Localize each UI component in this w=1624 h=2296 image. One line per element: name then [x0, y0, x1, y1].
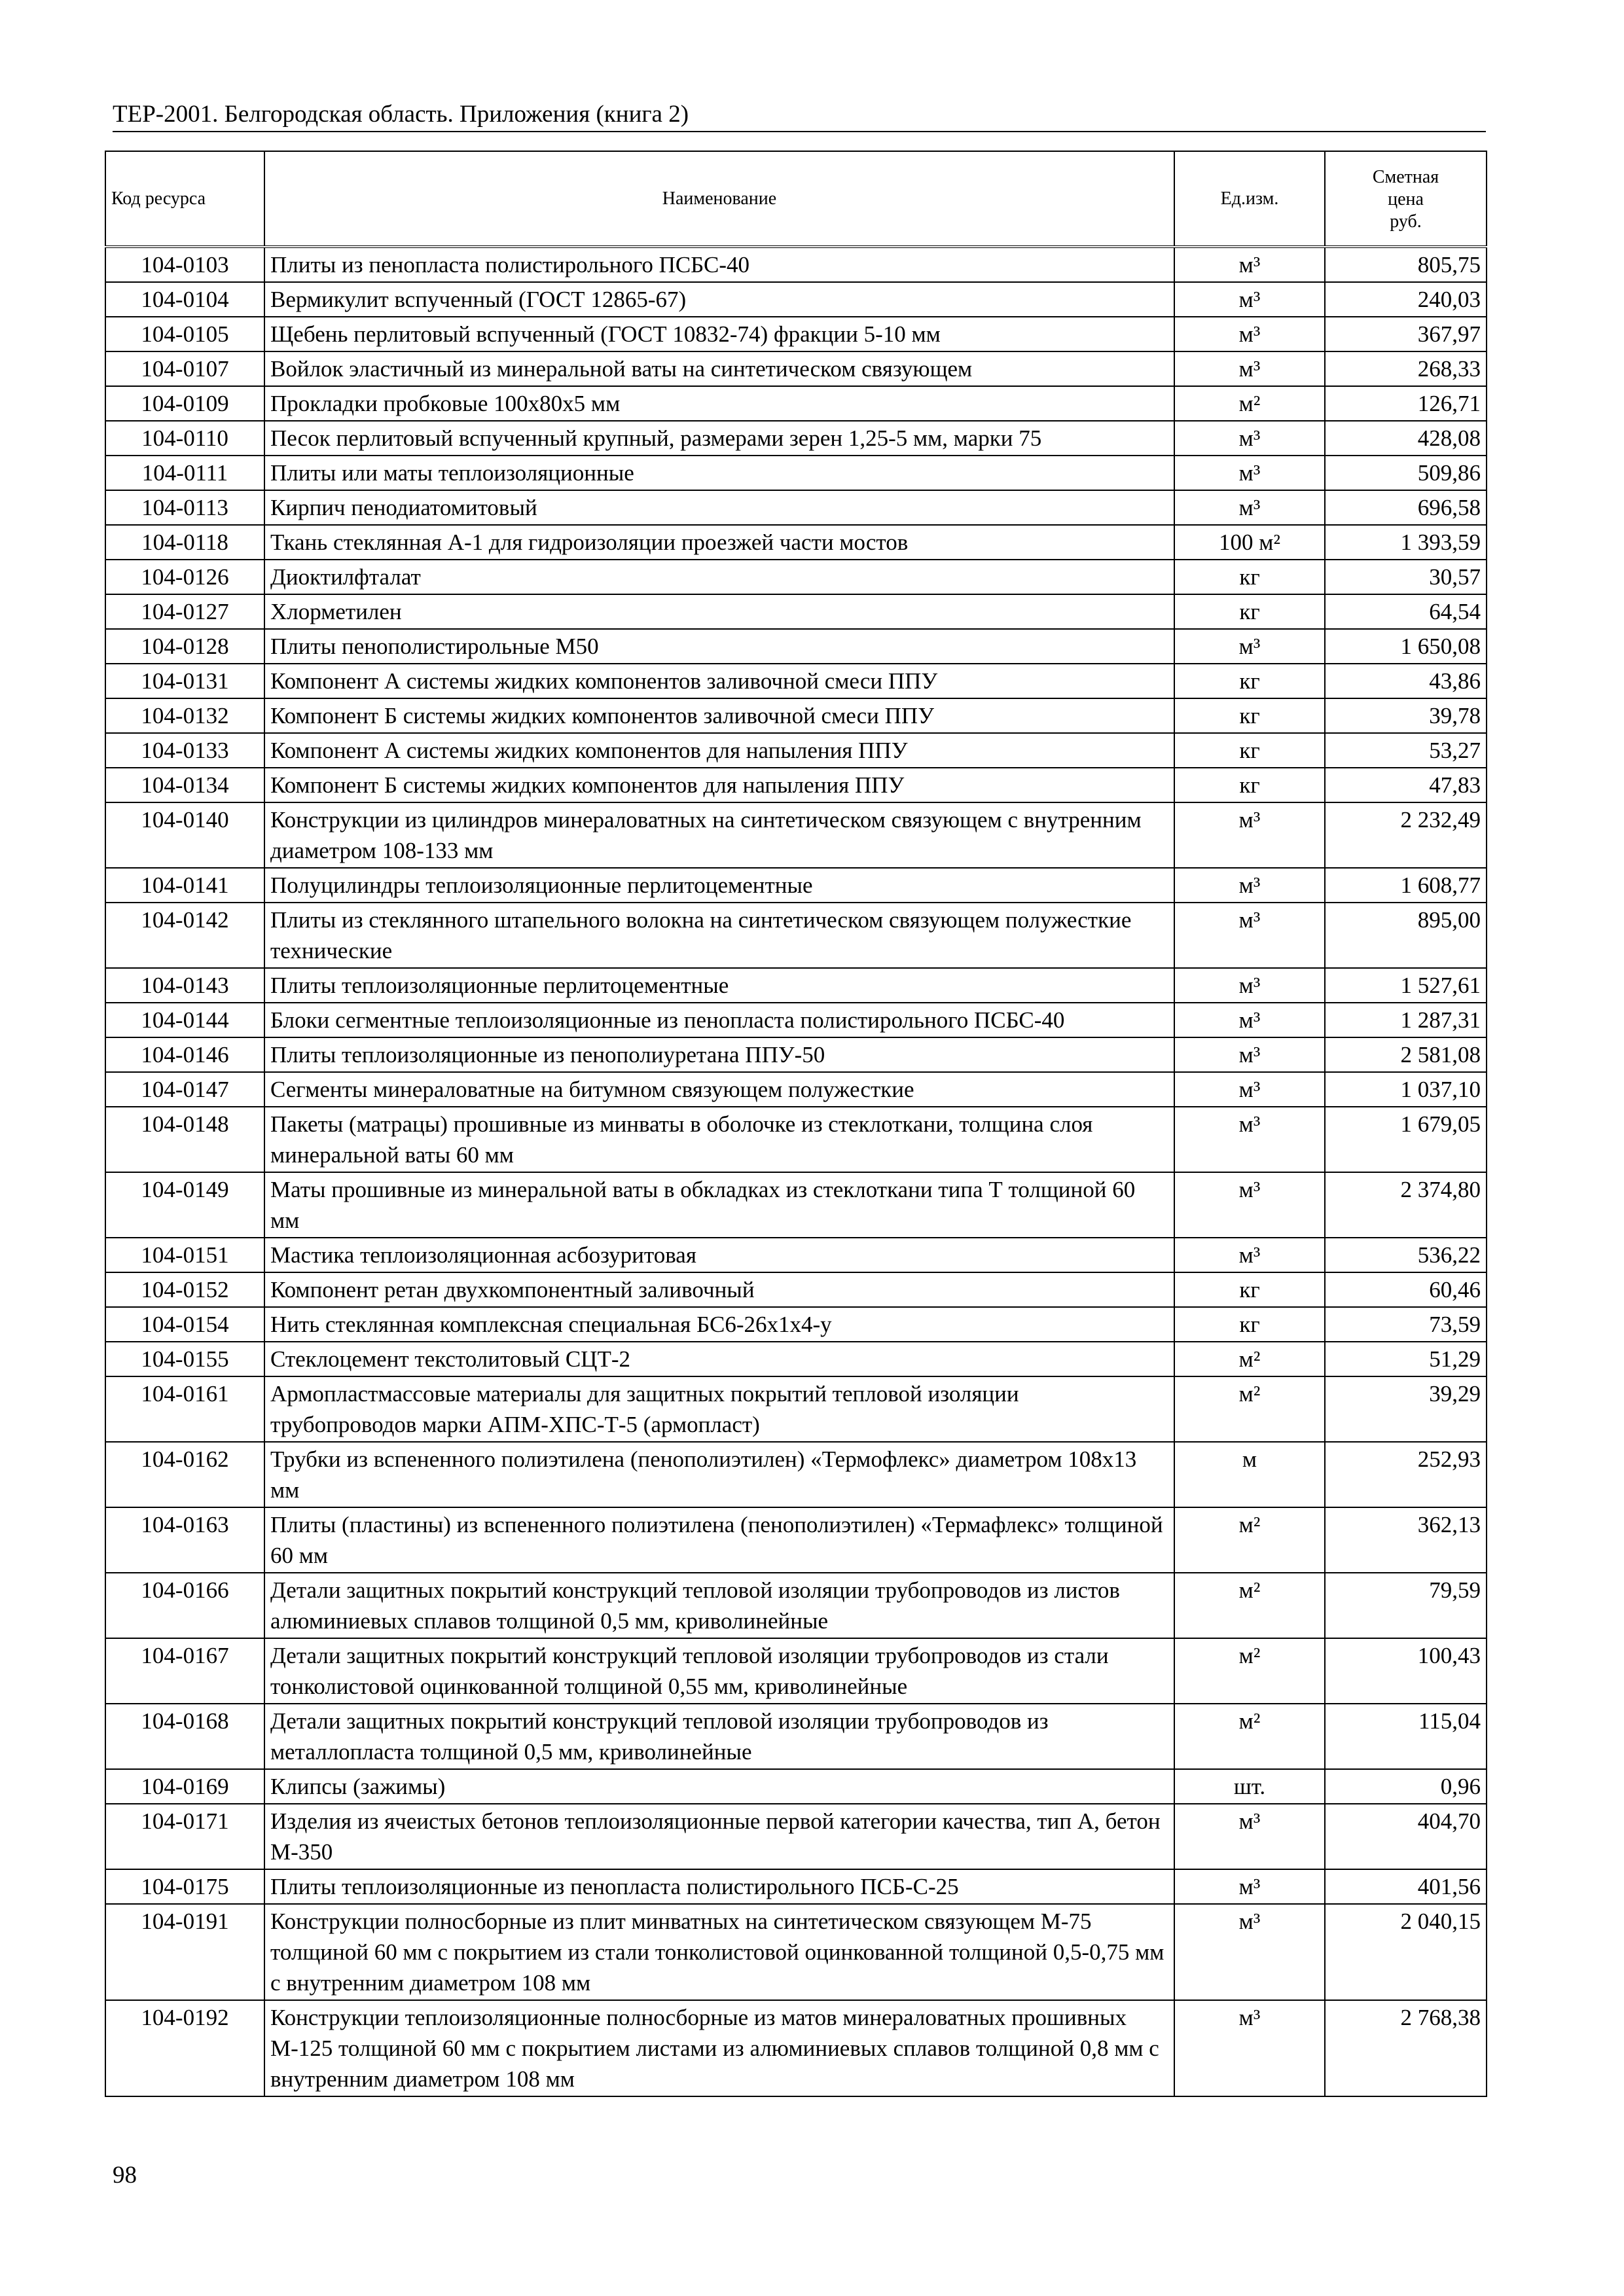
resource-name-cell: Нить стеклянная комплексная специальная БС6-26х1х4-у	[264, 1307, 1174, 1342]
resource-code-cell: 104-0152	[105, 1272, 264, 1307]
resource-name-cell: Компонент А системы жидких компонентов для напыления ППУ	[264, 733, 1174, 768]
unit-cell: м³	[1174, 1904, 1325, 2000]
resource-code-cell: 104-0142	[105, 903, 264, 968]
price-cell: 126,71	[1325, 386, 1487, 421]
resource-name-cell: Плиты (пластины) из вспененного полиэтилена (пенополиэтилен) «Термафлекс» толщиной 60 мм	[264, 1507, 1174, 1573]
price-cell: 43,86	[1325, 664, 1487, 698]
price-table	[105, 151, 1487, 2097]
resource-name-cell: Мастика теплоизоляционная асбозуритовая	[264, 1238, 1174, 1272]
column-header-code: Код ресурса	[105, 151, 264, 247]
resource-code-cell: 104-0118	[105, 525, 264, 560]
resource-name-cell: Компонент А системы жидких компонентов заливочной смеси ППУ	[264, 664, 1174, 698]
unit-cell: м²	[1174, 1342, 1325, 1376]
table-row	[105, 1704, 1487, 1769]
price-cell: 252,93	[1325, 1442, 1487, 1507]
resource-code-cell: 104-0126	[105, 560, 264, 594]
table-row	[105, 1107, 1487, 1172]
unit-cell: кг	[1174, 768, 1325, 802]
resource-name-cell: Армопластмассовые материалы для защитных покрытий тепловой изоляции трубопроводов марки АПМ-ХПС-Т-5 (армопласт)	[264, 1376, 1174, 1442]
price-cell: 268,33	[1325, 351, 1487, 386]
price-cell: 1 287,31	[1325, 1003, 1487, 1037]
resource-name-cell: Прокладки пробковые 100х80х5 мм	[264, 386, 1174, 421]
resource-name-cell: Диоктилфталат	[264, 560, 1174, 594]
column-header-price	[1325, 151, 1487, 247]
table-row	[105, 317, 1487, 351]
table-row	[105, 698, 1487, 733]
price-cell: 73,59	[1325, 1307, 1487, 1342]
resource-code-cell: 104-0167	[105, 1638, 264, 1704]
price-cell: 404,70	[1325, 1804, 1487, 1869]
table-row	[105, 903, 1487, 968]
resource-code-cell: 104-0168	[105, 1704, 264, 1769]
unit-cell: кг	[1174, 1272, 1325, 1307]
price-cell: 115,04	[1325, 1704, 1487, 1769]
unit-cell: м³	[1174, 247, 1325, 282]
resource-name-cell: Вермикулит вспученный (ГОСТ 12865-67)	[264, 282, 1174, 317]
table-row	[105, 629, 1487, 664]
unit-cell: м³	[1174, 351, 1325, 386]
unit-cell: м²	[1174, 1638, 1325, 1704]
table-row	[105, 1238, 1487, 1272]
price-cell: 240,03	[1325, 282, 1487, 317]
unit-cell: м²	[1174, 1573, 1325, 1638]
price-cell: 47,83	[1325, 768, 1487, 802]
price-cell: 2 040,15	[1325, 1904, 1487, 2000]
resource-name-cell: Плиты теплоизоляционные из пенополиуретана ППУ-50	[264, 1037, 1174, 1072]
resource-code-cell: 104-0143	[105, 968, 264, 1003]
price-cell: 1 393,59	[1325, 525, 1487, 560]
resource-name-cell: Плиты из стеклянного штапельного волокна на синтетическом связующем полужесткие технические	[264, 903, 1174, 968]
resource-code-cell: 104-0127	[105, 594, 264, 629]
unit-cell: м³	[1174, 317, 1325, 351]
resource-name-cell: Детали защитных покрытий конструкций тепловой изоляции трубопроводов из стали тонколистовой оцинкованной толщиной 0,55 мм, криволинейные	[264, 1638, 1174, 1704]
resource-code-cell: 104-0169	[105, 1769, 264, 1804]
table-body	[105, 247, 1487, 2096]
table-row	[105, 868, 1487, 903]
page-header	[113, 98, 1486, 132]
price-cell: 60,46	[1325, 1272, 1487, 1307]
price-cell: 79,59	[1325, 1573, 1487, 1638]
resource-name-cell: Компонент Б системы жидких компонентов заливочной смеси ППУ	[264, 698, 1174, 733]
resource-code-cell: 104-0144	[105, 1003, 264, 1037]
unit-cell: м³	[1174, 629, 1325, 664]
resource-name-cell: Песок перлитовый вспученный крупный, размерами зерен 1,25-5 мм, марки 75	[264, 421, 1174, 456]
resource-name-cell: Блоки сегментные теплоизоляционные из пенопласта полистирольного ПСБС-40	[264, 1003, 1174, 1037]
table-row	[105, 490, 1487, 525]
resource-code-cell: 104-0104	[105, 282, 264, 317]
unit-cell: м³	[1174, 2000, 1325, 2096]
resource-code-cell: 104-0191	[105, 1904, 264, 2000]
table-row	[105, 386, 1487, 421]
unit-cell: м³	[1174, 802, 1325, 868]
resource-code-cell: 104-0192	[105, 2000, 264, 2096]
resource-name-cell: Конструкции из цилиндров минераловатных на синтетическом связующем с внутренним диаметром 108-133 мм	[264, 802, 1174, 868]
resource-name-cell: Ткань стеклянная А-1 для гидроизоляции проезжей части мостов	[264, 525, 1174, 560]
unit-cell: м²	[1174, 386, 1325, 421]
unit-cell: кг	[1174, 664, 1325, 698]
table-row	[105, 1442, 1487, 1507]
resource-code-cell: 104-0131	[105, 664, 264, 698]
column-header-name: Наименование	[264, 151, 1174, 247]
price-cell: 53,27	[1325, 733, 1487, 768]
unit-cell: м³	[1174, 282, 1325, 317]
resource-code-cell: 104-0140	[105, 802, 264, 868]
price-cell: 367,97	[1325, 317, 1487, 351]
table-row	[105, 1573, 1487, 1638]
unit-cell: м²	[1174, 1376, 1325, 1442]
table-row	[105, 1869, 1487, 1904]
table-row	[105, 802, 1487, 868]
table-row	[105, 1507, 1487, 1573]
price-cell: 39,29	[1325, 1376, 1487, 1442]
resource-name-cell: Конструкции теплоизоляционные полносборные из матов минераловатных прошивных М-125 толщиной 60 мм с покрытием листами из алюминиевых сплавов толщиной 0,8 мм с внутренним диаметром 108 мм	[264, 2000, 1174, 2096]
resource-code-cell: 104-0166	[105, 1573, 264, 1638]
table-row	[105, 247, 1487, 282]
resource-name-cell: Изделия из ячеистых бетонов теплоизоляционные первой категории качества, тип А, бетон М-350	[264, 1804, 1174, 1869]
column-header-unit: Ед.изм.	[1174, 151, 1325, 247]
resource-code-cell: 104-0154	[105, 1307, 264, 1342]
unit-cell: м³	[1174, 1107, 1325, 1172]
unit-cell: м³	[1174, 490, 1325, 525]
table-row	[105, 594, 1487, 629]
resource-code-cell: 104-0146	[105, 1037, 264, 1072]
table-row	[105, 664, 1487, 698]
price-cell: 2 374,80	[1325, 1172, 1487, 1238]
header-row	[105, 151, 1487, 247]
resource-code-cell: 104-0111	[105, 456, 264, 490]
price-cell: 428,08	[1325, 421, 1487, 456]
table-row	[105, 1904, 1487, 2000]
price-cell: 696,58	[1325, 490, 1487, 525]
resource-name-cell: Детали защитных покрытий конструкций тепловой изоляции трубопроводов из листов алюминиевых сплавов толщиной 0,5 мм, криволинейные	[264, 1573, 1174, 1638]
unit-cell: кг	[1174, 698, 1325, 733]
table-row	[105, 1172, 1487, 1238]
unit-cell: м	[1174, 1442, 1325, 1507]
price-cell: 1 679,05	[1325, 1107, 1487, 1172]
unit-cell: м³	[1174, 1003, 1325, 1037]
resource-name-cell: Плиты из пенопласта полистирольного ПСБС-40	[264, 247, 1174, 282]
price-cell: 0,96	[1325, 1769, 1487, 1804]
price-cell: 1 608,77	[1325, 868, 1487, 903]
resource-code-cell: 104-0110	[105, 421, 264, 456]
resource-code-cell: 104-0141	[105, 868, 264, 903]
table-row	[105, 282, 1487, 317]
resource-code-cell: 104-0133	[105, 733, 264, 768]
price-cell: 401,56	[1325, 1869, 1487, 1904]
price-cell: 2 581,08	[1325, 1037, 1487, 1072]
resource-name-cell: Детали защитных покрытий конструкций тепловой изоляции трубопроводов из металлопласта толщиной 0,5 мм, криволинейные	[264, 1704, 1174, 1769]
page-number: 98	[113, 2162, 137, 2189]
price-cell: 39,78	[1325, 698, 1487, 733]
resource-name-cell: Пакеты (матрацы) прошивные из минваты в оболочке из стеклоткани, толщина слоя минеральной ваты 60 мм	[264, 1107, 1174, 1172]
resource-name-cell: Плиты теплоизоляционные перлитоцементные	[264, 968, 1174, 1003]
resource-code-cell: 104-0162	[105, 1442, 264, 1507]
resource-code-cell: 104-0113	[105, 490, 264, 525]
unit-cell: м³	[1174, 1804, 1325, 1869]
resource-name-cell: Полуцилиндры теплоизоляционные перлитоцементные	[264, 868, 1174, 903]
table-header	[105, 151, 1487, 247]
resource-code-cell: 104-0155	[105, 1342, 264, 1376]
table-row	[105, 1804, 1487, 1869]
resource-name-cell: Хлорметилен	[264, 594, 1174, 629]
price-cell: 64,54	[1325, 594, 1487, 629]
resource-name-cell: Маты прошивные из минеральной ваты в обкладках из стеклоткани типа Т толщиной 60 мм	[264, 1172, 1174, 1238]
unit-cell: 100 м²	[1174, 525, 1325, 560]
unit-cell: м³	[1174, 903, 1325, 968]
unit-cell: м²	[1174, 1507, 1325, 1573]
price-cell: 1 037,10	[1325, 1072, 1487, 1107]
resource-code-cell: 104-0171	[105, 1804, 264, 1869]
unit-cell: м³	[1174, 1072, 1325, 1107]
table-row	[105, 1638, 1487, 1704]
table-row	[105, 560, 1487, 594]
resource-name-cell: Стеклоцемент текстолитовый СЦТ-2	[264, 1342, 1174, 1376]
resource-code-cell: 104-0109	[105, 386, 264, 421]
table-row	[105, 1003, 1487, 1037]
table-row	[105, 968, 1487, 1003]
table-row	[105, 525, 1487, 560]
resource-code-cell: 104-0163	[105, 1507, 264, 1573]
unit-cell: м³	[1174, 1037, 1325, 1072]
unit-cell: шт.	[1174, 1769, 1325, 1804]
resource-name-cell: Плиты теплоизоляционные из пенопласта полистирольного ПСБ-С-25	[264, 1869, 1174, 1904]
resource-name-cell: Щебень перлитовый вспученный (ГОСТ 10832-74) фракции 5-10 мм	[264, 317, 1174, 351]
table-row	[105, 2000, 1487, 2096]
resource-name-cell: Конструкции полносборные из плит минватных на синтетическом связующем М-75 толщиной 60 мм с покрытием из стали тонколистовой оцинкованной толщиной 0,5-0,75 мм с внутренним диаметром 108 мм	[264, 1904, 1174, 2000]
unit-cell: м³	[1174, 968, 1325, 1003]
unit-cell: м³	[1174, 456, 1325, 490]
resource-code-cell: 104-0128	[105, 629, 264, 664]
price-cell: 536,22	[1325, 1238, 1487, 1272]
resource-code-cell: 104-0105	[105, 317, 264, 351]
resource-name-cell: Войлок эластичный из минеральной ваты на синтетическом связующем	[264, 351, 1174, 386]
resource-name-cell: Компонент ретан двухкомпонентный заливочный	[264, 1272, 1174, 1307]
column-header-price-line1: Сметная	[1372, 166, 1439, 187]
table-row	[105, 1376, 1487, 1442]
resource-code-cell: 104-0134	[105, 768, 264, 802]
resource-code-cell: 104-0175	[105, 1869, 264, 1904]
unit-cell: м³	[1174, 421, 1325, 456]
table-row	[105, 1769, 1487, 1804]
unit-cell: м²	[1174, 1704, 1325, 1769]
price-cell: 509,86	[1325, 456, 1487, 490]
resource-name-cell: Плиты или маты теплоизоляционные	[264, 456, 1174, 490]
price-cell: 100,43	[1325, 1638, 1487, 1704]
price-cell: 51,29	[1325, 1342, 1487, 1376]
price-cell: 1 650,08	[1325, 629, 1487, 664]
table-row	[105, 351, 1487, 386]
resource-name-cell: Сегменты минераловатные на битумном связующем полужесткие	[264, 1072, 1174, 1107]
unit-cell: кг	[1174, 560, 1325, 594]
price-cell: 1 527,61	[1325, 968, 1487, 1003]
unit-cell: м³	[1174, 1238, 1325, 1272]
table-row	[105, 1037, 1487, 1072]
resource-code-cell: 104-0147	[105, 1072, 264, 1107]
column-header-price-line2: цена	[1388, 188, 1424, 209]
price-cell: 805,75	[1325, 247, 1487, 282]
price-cell: 2 232,49	[1325, 802, 1487, 868]
price-cell: 30,57	[1325, 560, 1487, 594]
resource-name-cell: Кирпич пенодиатомитовый	[264, 490, 1174, 525]
price-cell: 362,13	[1325, 1507, 1487, 1573]
resource-code-cell: 104-0148	[105, 1107, 264, 1172]
table-row	[105, 421, 1487, 456]
table-row	[105, 456, 1487, 490]
column-header-price-line3: руб.	[1390, 211, 1422, 232]
table-row	[105, 1272, 1487, 1307]
table-row	[105, 768, 1487, 802]
resource-code-cell: 104-0103	[105, 247, 264, 282]
resource-name-cell: Плиты пенополистирольные М50	[264, 629, 1174, 664]
resource-name-cell: Клипсы (зажимы)	[264, 1769, 1174, 1804]
table-row	[105, 733, 1487, 768]
resource-code-cell: 104-0107	[105, 351, 264, 386]
unit-cell: кг	[1174, 733, 1325, 768]
resource-code-cell: 104-0132	[105, 698, 264, 733]
resource-name-cell: Компонент Б системы жидких компонентов для напыления ППУ	[264, 768, 1174, 802]
price-cell: 895,00	[1325, 903, 1487, 968]
table-row	[105, 1342, 1487, 1376]
table-row	[105, 1072, 1487, 1107]
resource-code-cell: 104-0151	[105, 1238, 264, 1272]
unit-cell: кг	[1174, 1307, 1325, 1342]
unit-cell: м³	[1174, 1869, 1325, 1904]
price-cell: 2 768,38	[1325, 2000, 1487, 2096]
resource-code-cell: 104-0149	[105, 1172, 264, 1238]
resource-code-cell: 104-0161	[105, 1376, 264, 1442]
table-row	[105, 1307, 1487, 1342]
unit-cell: кг	[1174, 594, 1325, 629]
resource-name-cell: Трубки из вспененного полиэтилена (пенополиэтилен) «Термофлекс» диаметром 108х13 мм	[264, 1442, 1174, 1507]
unit-cell: м³	[1174, 1172, 1325, 1238]
page-title: ТЕР-2001. Белгородская область. Приложения (книга 2)	[113, 101, 689, 128]
unit-cell: м³	[1174, 868, 1325, 903]
